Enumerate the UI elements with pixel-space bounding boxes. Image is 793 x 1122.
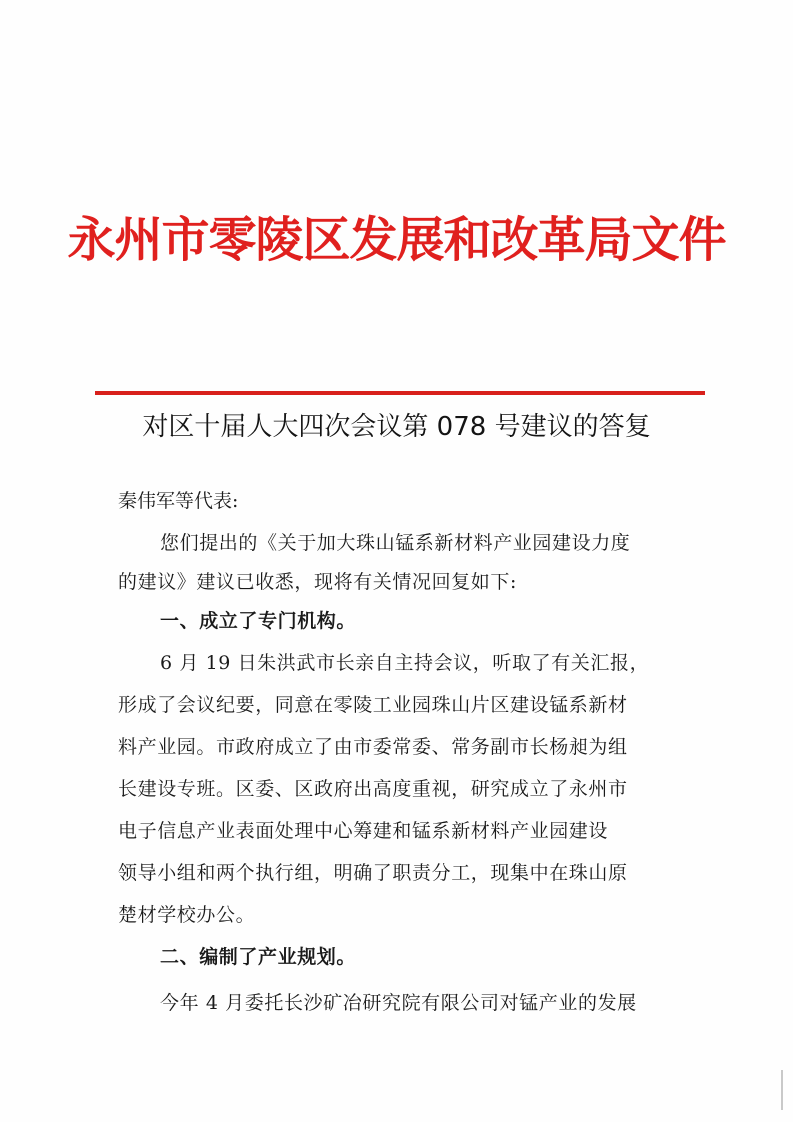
paragraph-line: 料产业园。市政府成立了由市委常委、常务副市长杨昶为组 bbox=[118, 736, 628, 758]
paragraph-line: 电子信息产业表面处理中心筹建和锰系新材料产业园建设 bbox=[118, 820, 609, 842]
intro-line: 您们提出的《关于加大珠山锰系新材料产业园建设力度 bbox=[160, 532, 631, 554]
paragraph-line: 今年 4 月委托长沙矿冶研究院有限公司对锰产业的发展 bbox=[160, 992, 637, 1014]
red-divider-line bbox=[95, 391, 705, 395]
paragraph-line: 6 月 19 日朱洪武市长亲自主持会议，听取了有关汇报， bbox=[160, 652, 650, 674]
paragraph-line: 形成了会议纪要，同意在零陵工业园珠山片区建设锰系新材 bbox=[118, 694, 628, 716]
document-title: 对区十届人大四次会议第 078 号建议的答复 bbox=[142, 412, 651, 442]
salutation: 秦伟军等代表: bbox=[118, 490, 239, 512]
section-heading-2: 二、编制了产业规划。 bbox=[160, 946, 357, 968]
scan-edge-mark bbox=[781, 1070, 783, 1110]
paragraph-line: 长建设专班。区委、区政府出高度重视，研究成立了永州市 bbox=[118, 778, 628, 800]
section-heading-1: 一、成立了专门机构。 bbox=[160, 610, 357, 632]
agency-header-title: 永州市零陵区发展和改革局文件 bbox=[67, 212, 726, 268]
paragraph-line: 领导小组和两个执行组，明确了职责分工，现集中在珠山原 bbox=[118, 862, 628, 884]
paragraph-line: 楚材学校办公。 bbox=[118, 904, 256, 926]
intro-line: 的建议》建议已收悉，现将有关情况回复如下: bbox=[118, 571, 518, 593]
